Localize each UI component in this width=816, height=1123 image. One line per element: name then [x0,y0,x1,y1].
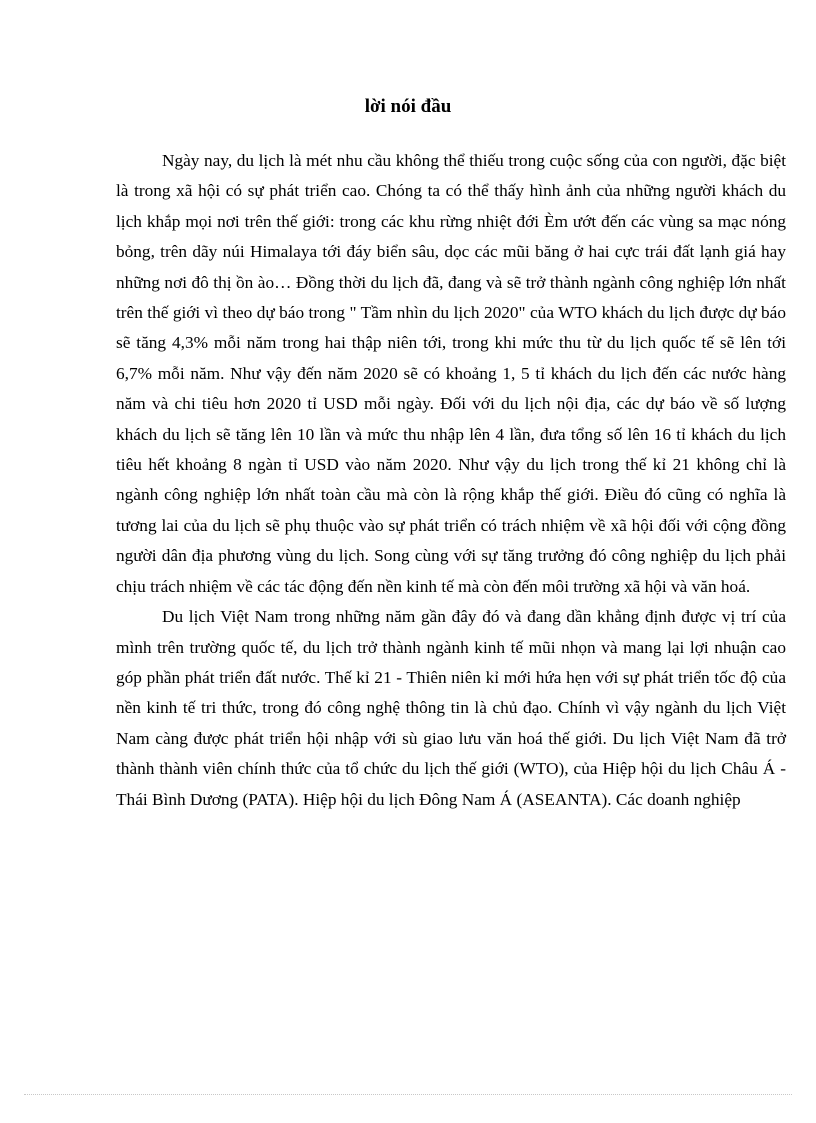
page-bottom-divider [24,1094,792,1095]
paragraph-1: Ngày nay, du lịch là mét nhu cầu không thể thiếu trong cuộc sống của con người, đặc biệt là trong xã hội có sự phát triển cao. Chóng ta có thể thấy hình ảnh của những người khách du lịch khắp mọi nơi trên thế giới: trong các khu rừng nhiệt đới Èm ướt đến các vùng sa mạc nóng bỏng, trên dãy núi Himalaya tới đáy biển sâu, dọc các mũi băng ở hai cực trái đất lạnh giá hay những nơi đô thị ồn ào… Đồng thời du lịch đã, đang và sẽ trở thành ngành công nghiệp lớn nhất trên thế giới vì theo dự báo trong " Tầm nhìn du lịch 2020" của WTO khách du lịch được dự báo sẽ tăng 4,3% mỗi năm trong hai thập niên tới, trong khi mức thu từ du lịch quốc tế sẽ lên tới 6,7% mỗi năm. Như vậy đến năm 2020 sẽ có khoảng 1, 5 tỉ khách du lịch đến các nước hàng năm và chi tiêu hơn 2020 tỉ USD mỗi ngày. Đối với du lịch nội địa, các dự báo về số lượng khách du lịch sẽ tăng lên 10 lần và mức thu nhập lên 4 lần, đưa tổng số lên 16 tỉ khách du lịch tiêu hết khoảng 8 ngàn tỉ USD vào năm 2020. Như vậy du lịch trong thế kỉ 21 không chỉ là ngành công nghiệp lớn nhất toàn cầu mà còn là rộng khắp thế giới. Điều đó cũng có nghĩa là tương lai của du lịch sẽ phụ thuộc vào sự phát triển có trách nhiệm về xã hội đối với cộng đồng người dân địa phương vùng du lịch. Song cùng với sự tăng trưởng đó công nghiệp du lịch phải chịu trách nhiệm về các tác động đến nền kinh tế mà còn đến môi trường xã hội và văn hoá. [116,151,786,596]
page-title: lời nói đầu [364,96,452,117]
document-body [116,146,786,815]
paragraph-2: Du lịch Việt Nam trong những năm gần đây đó và đang dần khẳng định được vị trí của mình trên trường quốc tế, du lịch trở thành ngành kinh tế mũi nhọn và mang lại lợi nhuận cao góp phần phát triển đất nước. Thế kỉ 21 - Thiên niên kỉ mới hứa hẹn với sự phát triển tốc độ của nền kinh tế tri thức, trong đó công nghệ thông tin là chủ đạo. Chính vì vậy ngành du lịch Việt Nam càng được phát triển hội nhập với sù giao lưu văn hoá thế giới. Du lịch Việt Nam đã trở thành thành viên chính thức của tổ chức du lịch thế giới (WTO), của Hiệp hội du lịch Châu Á - Thái Bình Dương (PATA). Hiệp hội du lịch Đông Nam Á (ASEANTA). Các doanh nghiệp [116,607,786,809]
